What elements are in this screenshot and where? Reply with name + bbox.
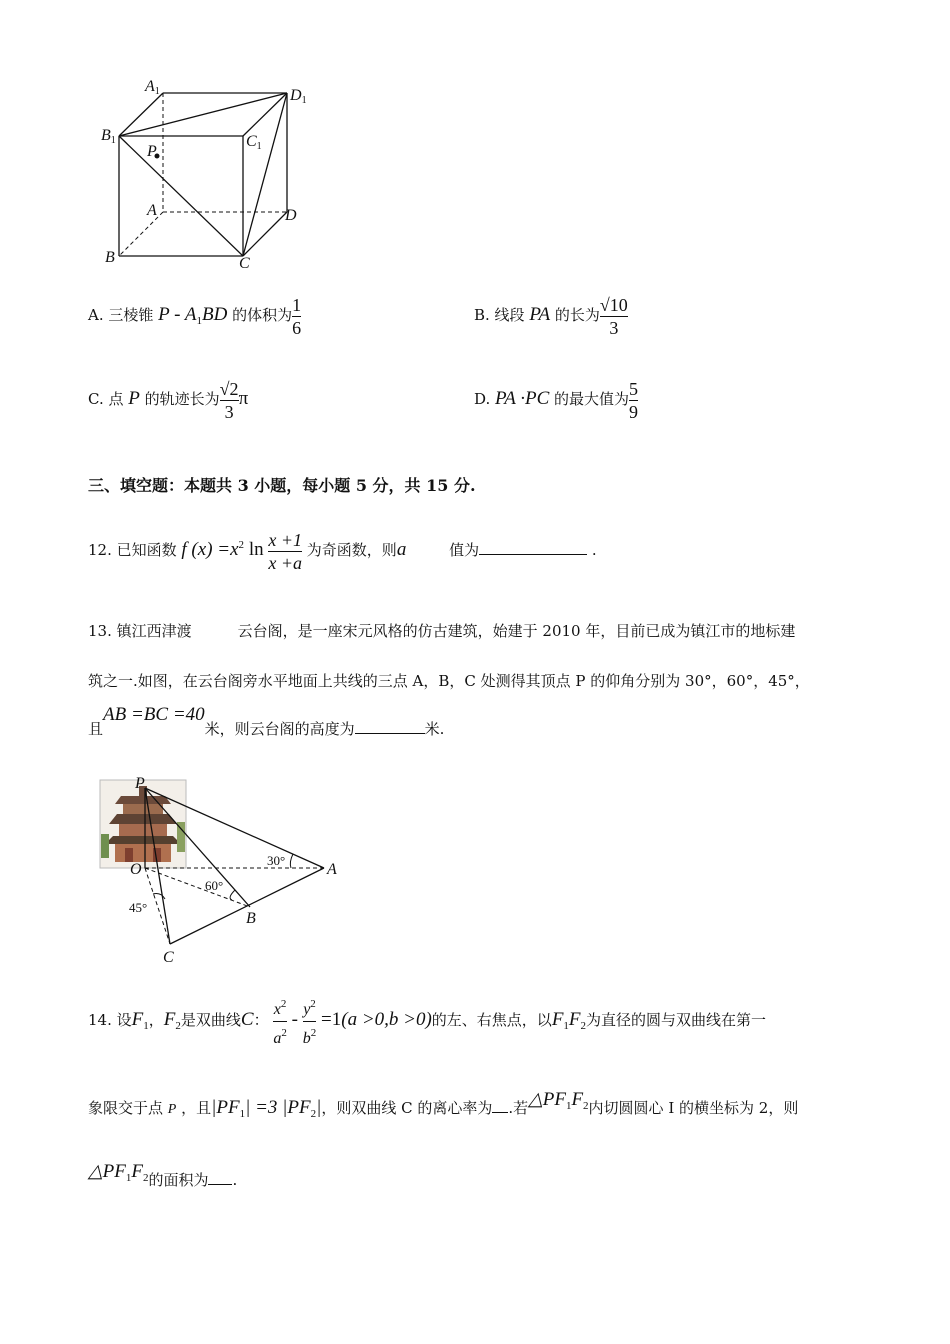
option-c: C. 点 P 的轨迹长为 $\frac{√2}{3}$ π (88, 378, 249, 422)
option-a: A. 三棱锥 P - $A_1BD$ 的体积为 $\frac{1}{6}$ (88, 294, 302, 338)
section-heading: 三、填空题：本题共 3 小题，每小题 5 分，共 15 分. (88, 476, 476, 495)
angle-30-label: 30° (267, 853, 286, 868)
angle-45-label: 45° (129, 900, 148, 915)
q13-answer-blank[interactable] (355, 719, 425, 734)
question-14-line-2: 象限交于点 P ，且$|PF_1| =3$ $|PF_2|$，则双曲线 C 的离心率为 .若$\triangle PF_1F_2$内切圆圆心 I 的横坐标为 2，则 (88, 1089, 799, 1120)
question-12: 12. 已知函数 f $(x) =x^2$ ln $\frac{x +1}{x +a}$ 为奇函数，则a 值为 . (88, 529, 597, 573)
label-d: D (285, 207, 297, 224)
question-14-line-1: 14. 设$F_1$，$F_2$是双曲线C： $\frac{x^2}{a^2}$ - $\frac{y^2}{b^2}$ =1(a >0,b >0)的左、右焦点，以$F_1F_2$为直径的圆与双曲线在第一 (88, 997, 767, 1047)
angle-60-label: 60° (205, 878, 224, 893)
fig-label-o: O (130, 861, 142, 878)
label-p: P (147, 143, 157, 160)
fig-label-p: P (135, 775, 145, 792)
label-c1: C1 (246, 133, 262, 152)
label-d1: D1 (290, 87, 307, 106)
label-a: A (147, 202, 157, 219)
fig-label-a: A (327, 861, 337, 878)
cube-figure (95, 72, 325, 272)
label-c: C (239, 255, 250, 272)
fig-label-b: B (246, 910, 256, 927)
question-13-line-2: 筑之一.如图，在云台阁旁水平地面上共线的三点 A，B，C 处测得其顶点 P 的仰角分别为 30°，60°，45°， (88, 672, 810, 690)
q14-area-blank[interactable] (208, 1170, 232, 1185)
q14-eccentricity-blank[interactable] (492, 1098, 508, 1113)
question-13-line-3: 且AB =BC =40米，则云台阁的高度为 米. (88, 704, 445, 738)
q12-answer-blank[interactable] (479, 540, 587, 555)
fig-label-c: C (163, 949, 174, 966)
pavilion-figure (95, 774, 355, 969)
label-b1: B1 (101, 127, 116, 146)
label-a1: A1 (145, 78, 160, 97)
question-13-line-1: 13. 镇江西津渡 云台阁，是一座宋元风格的仿古建筑，始建于 2010 年，目前已成为镇江市的地标建 (88, 622, 796, 640)
option-b: B. 线段 PA 的长为 $\frac{√10}{3}$ (474, 294, 628, 338)
label-b: B (105, 249, 115, 266)
option-d: D. PA ·PC 的最大值为 $\frac{5}{9}$ (474, 378, 639, 422)
question-14-line-3: $\triangle PF_1F_2$的面积为 . (88, 1161, 238, 1189)
pavilion-image (100, 780, 186, 868)
